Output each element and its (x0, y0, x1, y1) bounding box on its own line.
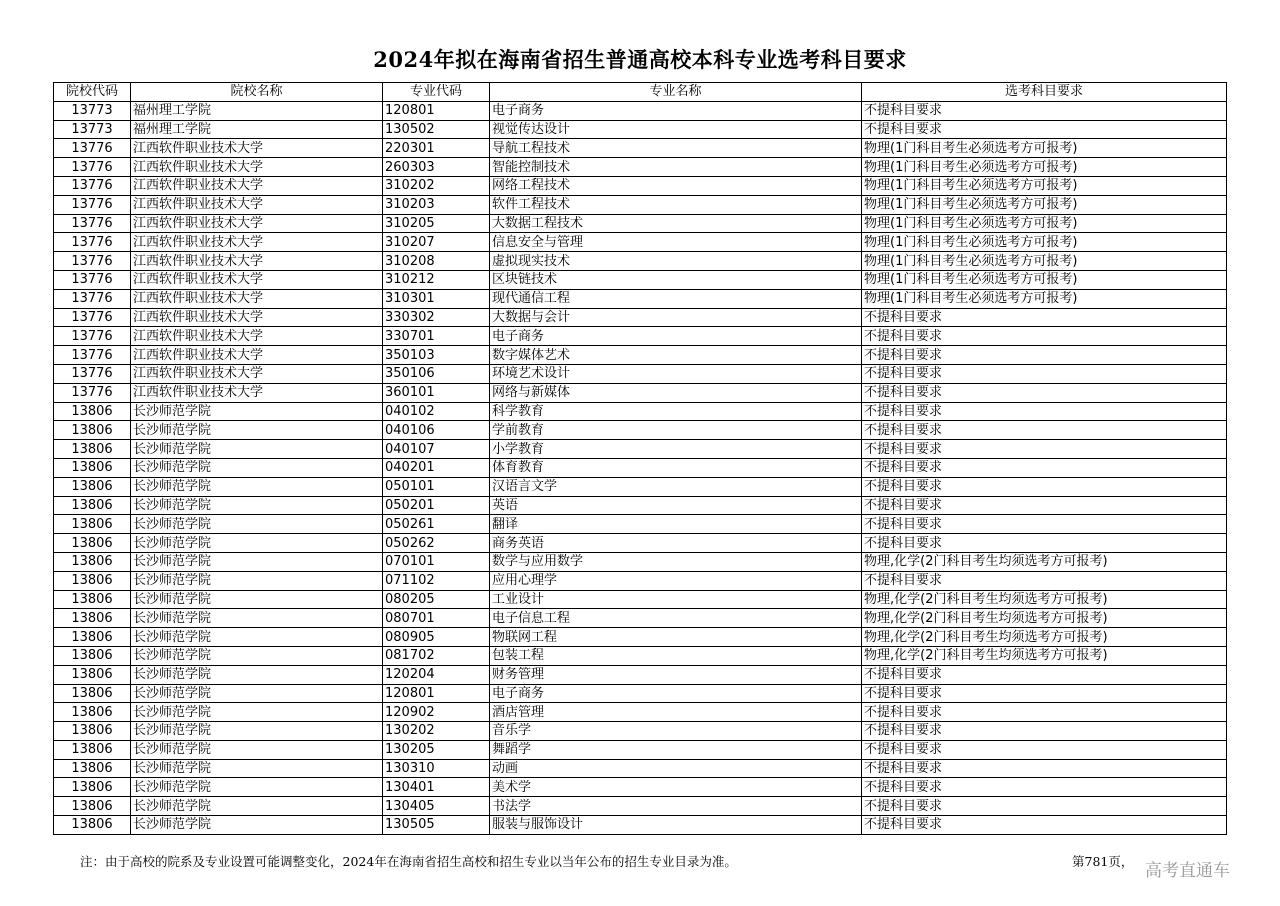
cell-school-code: 13776 (54, 176, 131, 195)
cell-school-name: 江西软件职业技术大学 (131, 270, 383, 289)
cell-major-code: 130505 (383, 816, 490, 835)
cell-major-code: 120801 (383, 684, 490, 703)
cell-school-name: 长沙师范学院 (131, 458, 383, 477)
cell-school-name: 江西软件职业技术大学 (131, 158, 383, 177)
header-school-code: 院校代码 (54, 83, 131, 102)
cell-school-name: 长沙师范学院 (131, 477, 383, 496)
cell-school-name: 长沙师范学院 (131, 759, 383, 778)
cell-subject-requirement: 物理,化学(2门科目考生均须选考方可报考) (862, 609, 1227, 628)
cell-school-name: 长沙师范学院 (131, 515, 383, 534)
cell-major-code: 310301 (383, 289, 490, 308)
cell-major-code: 081702 (383, 646, 490, 665)
cell-school-code: 13806 (54, 571, 131, 590)
cell-major-name: 工业设计 (490, 590, 862, 609)
cell-major-code: 050261 (383, 515, 490, 534)
cell-school-code: 13806 (54, 797, 131, 816)
cell-school-code: 13806 (54, 628, 131, 647)
cell-major-code: 071102 (383, 571, 490, 590)
cell-school-code: 13806 (54, 496, 131, 515)
page-number: 第781页， (1072, 854, 1134, 869)
cell-school-name: 长沙师范学院 (131, 797, 383, 816)
table-header-row (54, 83, 1227, 102)
cell-major-name: 书法学 (490, 797, 862, 816)
table-row (54, 327, 1227, 346)
cell-subject-requirement: 不提科目要求 (862, 515, 1227, 534)
table-row (54, 383, 1227, 402)
cell-subject-requirement: 不提科目要求 (862, 703, 1227, 722)
cell-subject-requirement: 物理(1门科目考生必须选考方可报考) (862, 214, 1227, 233)
cell-subject-requirement: 物理,化学(2门科目考生均须选考方可报考) (862, 552, 1227, 571)
table-row (54, 778, 1227, 797)
cell-subject-requirement: 物理(1门科目考生必须选考方可报考) (862, 270, 1227, 289)
cell-major-name: 音乐学 (490, 722, 862, 741)
cell-school-name: 长沙师范学院 (131, 665, 383, 684)
cell-subject-requirement: 不提科目要求 (862, 458, 1227, 477)
cell-school-code: 13806 (54, 778, 131, 797)
document-title: 2024年拟在海南省招生普通高校本科专业选考科目要求 (373, 47, 907, 72)
cell-major-name: 虚拟现实技术 (490, 252, 862, 271)
cell-major-code: 310207 (383, 233, 490, 252)
cell-major-name: 翻译 (490, 515, 862, 534)
table-row (54, 440, 1227, 459)
cell-major-code: 040201 (383, 458, 490, 477)
cell-school-name: 长沙师范学院 (131, 552, 383, 571)
cell-major-name: 汉语言文学 (490, 477, 862, 496)
cell-subject-requirement: 不提科目要求 (862, 327, 1227, 346)
table-row (54, 346, 1227, 365)
table-row (54, 214, 1227, 233)
cell-school-name: 福州理工学院 (131, 120, 383, 139)
cell-school-name: 长沙师范学院 (131, 571, 383, 590)
cell-major-code: 130401 (383, 778, 490, 797)
table-row (54, 402, 1227, 421)
table-row (54, 552, 1227, 571)
cell-major-name: 舞蹈学 (490, 740, 862, 759)
cell-school-code: 13776 (54, 383, 131, 402)
cell-school-name: 江西软件职业技术大学 (131, 327, 383, 346)
cell-school-code: 13773 (54, 120, 131, 139)
cell-major-code: 310203 (383, 195, 490, 214)
cell-subject-requirement: 不提科目要求 (862, 722, 1227, 741)
table-row (54, 496, 1227, 515)
cell-major-code: 050262 (383, 534, 490, 553)
cell-school-name: 长沙师范学院 (131, 703, 383, 722)
cell-school-name: 江西软件职业技术大学 (131, 195, 383, 214)
table-row (54, 628, 1227, 647)
table-row (54, 364, 1227, 383)
table-row (54, 703, 1227, 722)
cell-major-code: 050101 (383, 477, 490, 496)
table-row (54, 158, 1227, 177)
table-row (54, 195, 1227, 214)
cell-school-name: 长沙师范学院 (131, 421, 383, 440)
cell-subject-requirement: 物理(1门科目考生必须选考方可报考) (862, 158, 1227, 177)
cell-subject-requirement: 不提科目要求 (862, 364, 1227, 383)
cell-school-code: 13773 (54, 101, 131, 120)
cell-major-name: 酒店管理 (490, 703, 862, 722)
cell-school-name: 长沙师范学院 (131, 496, 383, 515)
cell-school-code: 13806 (54, 590, 131, 609)
cell-major-code: 350103 (383, 346, 490, 365)
cell-school-name: 长沙师范学院 (131, 534, 383, 553)
table-row (54, 534, 1227, 553)
cell-major-code: 080701 (383, 609, 490, 628)
cell-school-code: 13776 (54, 195, 131, 214)
table-body (54, 101, 1227, 834)
cell-school-name: 长沙师范学院 (131, 816, 383, 835)
table-row (54, 740, 1227, 759)
cell-major-name: 网络与新媒体 (490, 383, 862, 402)
cell-school-name: 江西软件职业技术大学 (131, 176, 383, 195)
cell-subject-requirement: 不提科目要求 (862, 759, 1227, 778)
cell-major-code: 130202 (383, 722, 490, 741)
cell-major-code: 310202 (383, 176, 490, 195)
cell-major-name: 电子商务 (490, 327, 862, 346)
cell-subject-requirement: 物理(1门科目考生必须选考方可报考) (862, 252, 1227, 271)
cell-school-name: 长沙师范学院 (131, 609, 383, 628)
cell-school-name: 江西软件职业技术大学 (131, 252, 383, 271)
cell-major-name: 电子信息工程 (490, 609, 862, 628)
cell-major-name: 数字媒体艺术 (490, 346, 862, 365)
cell-major-name: 小学教育 (490, 440, 862, 459)
table-row (54, 571, 1227, 590)
cell-major-name: 视觉传达设计 (490, 120, 862, 139)
cell-subject-requirement: 物理(1门科目考生必须选考方可报考) (862, 176, 1227, 195)
table-row (54, 458, 1227, 477)
cell-school-code: 13806 (54, 609, 131, 628)
table-row (54, 233, 1227, 252)
cell-school-name: 江西软件职业技术大学 (131, 364, 383, 383)
watermark-logo: 高考直通车 (1145, 861, 1230, 881)
cell-school-name: 江西软件职业技术大学 (131, 308, 383, 327)
cell-school-name: 长沙师范学院 (131, 590, 383, 609)
cell-subject-requirement: 不提科目要求 (862, 740, 1227, 759)
cell-subject-requirement: 不提科目要求 (862, 383, 1227, 402)
cell-major-code: 080905 (383, 628, 490, 647)
cell-major-code: 130205 (383, 740, 490, 759)
cell-major-name: 服装与服饰设计 (490, 816, 862, 835)
cell-school-name: 长沙师范学院 (131, 740, 383, 759)
cell-major-name: 区块链技术 (490, 270, 862, 289)
cell-subject-requirement: 物理(1门科目考生必须选考方可报考) (862, 195, 1227, 214)
header-school-name: 院校名称 (131, 83, 383, 102)
table-row (54, 515, 1227, 534)
cell-school-code: 13806 (54, 722, 131, 741)
cell-subject-requirement: 物理(1门科目考生必须选考方可报考) (862, 139, 1227, 158)
table-row (54, 722, 1227, 741)
cell-subject-requirement: 物理,化学(2门科目考生均须选考方可报考) (862, 646, 1227, 665)
cell-school-code: 13776 (54, 327, 131, 346)
cell-major-code: 310208 (383, 252, 490, 271)
cell-school-name: 长沙师范学院 (131, 722, 383, 741)
cell-major-name: 软件工程技术 (490, 195, 862, 214)
cell-major-code: 040107 (383, 440, 490, 459)
cell-subject-requirement: 不提科目要求 (862, 571, 1227, 590)
cell-subject-requirement: 物理(1门科目考生必须选考方可报考) (862, 233, 1227, 252)
cell-subject-requirement: 不提科目要求 (862, 534, 1227, 553)
table-row (54, 684, 1227, 703)
cell-school-code: 13776 (54, 364, 131, 383)
cell-major-name: 信息安全与管理 (490, 233, 862, 252)
cell-school-code: 13776 (54, 233, 131, 252)
cell-major-code: 260303 (383, 158, 490, 177)
cell-school-code: 13776 (54, 270, 131, 289)
cell-major-code: 330701 (383, 327, 490, 346)
cell-major-name: 美术学 (490, 778, 862, 797)
cell-major-name: 物联网工程 (490, 628, 862, 647)
cell-school-code: 13806 (54, 421, 131, 440)
cell-major-code: 130310 (383, 759, 490, 778)
cell-subject-requirement: 不提科目要求 (862, 440, 1227, 459)
cell-subject-requirement: 不提科目要求 (862, 816, 1227, 835)
table-row (54, 759, 1227, 778)
cell-major-code: 350106 (383, 364, 490, 383)
cell-school-code: 13806 (54, 740, 131, 759)
cell-major-name: 商务英语 (490, 534, 862, 553)
cell-major-code: 120801 (383, 101, 490, 120)
cell-school-name: 长沙师范学院 (131, 684, 383, 703)
cell-school-code: 13776 (54, 289, 131, 308)
cell-subject-requirement: 不提科目要求 (862, 308, 1227, 327)
cell-major-name: 网络工程技术 (490, 176, 862, 195)
cell-major-name: 导航工程技术 (490, 139, 862, 158)
cell-major-code: 050201 (383, 496, 490, 515)
cell-school-name: 长沙师范学院 (131, 646, 383, 665)
table-row (54, 646, 1227, 665)
cell-school-name: 江西软件职业技术大学 (131, 214, 383, 233)
cell-major-code: 080205 (383, 590, 490, 609)
cell-major-code: 360101 (383, 383, 490, 402)
cell-major-code: 120204 (383, 665, 490, 684)
cell-subject-requirement: 物理,化学(2门科目考生均须选考方可报考) (862, 628, 1227, 647)
cell-major-name: 应用心理学 (490, 571, 862, 590)
cell-school-name: 长沙师范学院 (131, 440, 383, 459)
cell-subject-requirement: 不提科目要求 (862, 496, 1227, 515)
table-row (54, 477, 1227, 496)
header-major-code: 专业代码 (383, 83, 490, 102)
cell-major-name: 环境艺术设计 (490, 364, 862, 383)
table-row (54, 797, 1227, 816)
cell-subject-requirement: 不提科目要求 (862, 797, 1227, 816)
cell-school-code: 13806 (54, 759, 131, 778)
cell-major-name: 动画 (490, 759, 862, 778)
cell-school-code: 13806 (54, 440, 131, 459)
cell-major-code: 220301 (383, 139, 490, 158)
cell-major-name: 大数据与会计 (490, 308, 862, 327)
table-row (54, 252, 1227, 271)
table-row (54, 270, 1227, 289)
cell-school-name: 江西软件职业技术大学 (131, 139, 383, 158)
cell-major-code: 040106 (383, 421, 490, 440)
cell-school-code: 13806 (54, 402, 131, 421)
cell-school-name: 江西软件职业技术大学 (131, 289, 383, 308)
cell-school-code: 13806 (54, 515, 131, 534)
cell-school-code: 13806 (54, 703, 131, 722)
cell-school-code: 13776 (54, 252, 131, 271)
cell-major-code: 130502 (383, 120, 490, 139)
cell-school-code: 13806 (54, 646, 131, 665)
cell-subject-requirement: 物理,化学(2门科目考生均须选考方可报考) (862, 590, 1227, 609)
table-row (54, 139, 1227, 158)
cell-major-name: 包装工程 (490, 646, 862, 665)
table-row (54, 421, 1227, 440)
header-subject-requirement: 选考科目要求 (862, 83, 1227, 102)
cell-school-code: 13776 (54, 214, 131, 233)
table-row (54, 665, 1227, 684)
cell-school-name: 福州理工学院 (131, 101, 383, 120)
cell-school-name: 江西软件职业技术大学 (131, 383, 383, 402)
cell-school-name: 长沙师范学院 (131, 628, 383, 647)
cell-major-code: 040102 (383, 402, 490, 421)
cell-subject-requirement: 不提科目要求 (862, 101, 1227, 120)
cell-major-code: 310205 (383, 214, 490, 233)
cell-school-name: 长沙师范学院 (131, 402, 383, 421)
cell-major-name: 学前教育 (490, 421, 862, 440)
table-row (54, 289, 1227, 308)
table-row (54, 120, 1227, 139)
cell-subject-requirement: 不提科目要求 (862, 778, 1227, 797)
requirements-table (53, 82, 1227, 835)
cell-subject-requirement: 不提科目要求 (862, 402, 1227, 421)
header-major-name: 专业名称 (490, 83, 862, 102)
cell-major-name: 大数据工程技术 (490, 214, 862, 233)
cell-major-name: 电子商务 (490, 101, 862, 120)
cell-school-code: 13806 (54, 534, 131, 553)
cell-school-code: 13776 (54, 158, 131, 177)
cell-subject-requirement: 不提科目要求 (862, 120, 1227, 139)
cell-school-name: 江西软件职业技术大学 (131, 346, 383, 365)
cell-subject-requirement: 物理(1门科目考生必须选考方可报考) (862, 289, 1227, 308)
cell-major-name: 数学与应用数学 (490, 552, 862, 571)
cell-major-name: 英语 (490, 496, 862, 515)
table-row (54, 101, 1227, 120)
cell-school-name: 长沙师范学院 (131, 778, 383, 797)
cell-school-code: 13806 (54, 684, 131, 703)
cell-major-name: 财务管理 (490, 665, 862, 684)
cell-major-name: 智能控制技术 (490, 158, 862, 177)
cell-major-name: 科学教育 (490, 402, 862, 421)
cell-major-code: 120902 (383, 703, 490, 722)
cell-major-code: 330302 (383, 308, 490, 327)
cell-school-code: 13776 (54, 346, 131, 365)
cell-major-code: 130405 (383, 797, 490, 816)
cell-school-code: 13806 (54, 458, 131, 477)
cell-subject-requirement: 不提科目要求 (862, 665, 1227, 684)
table-row (54, 176, 1227, 195)
cell-subject-requirement: 不提科目要求 (862, 684, 1227, 703)
footer-note: 注：由于高校的院系及专业设置可能调整变化，2024年在海南省招生高校和招生专业以当年公布的招生专业目录为准。 (80, 854, 737, 869)
table-row (54, 816, 1227, 835)
cell-major-name: 电子商务 (490, 684, 862, 703)
cell-subject-requirement: 不提科目要求 (862, 421, 1227, 440)
cell-major-name: 现代通信工程 (490, 289, 862, 308)
cell-major-name: 体育教育 (490, 458, 862, 477)
cell-school-code: 13776 (54, 308, 131, 327)
cell-subject-requirement: 不提科目要求 (862, 477, 1227, 496)
cell-major-code: 070101 (383, 552, 490, 571)
cell-school-code: 13776 (54, 139, 131, 158)
cell-school-code: 13806 (54, 816, 131, 835)
cell-school-code: 13806 (54, 552, 131, 571)
cell-major-code: 310212 (383, 270, 490, 289)
table-row (54, 609, 1227, 628)
table-row (54, 590, 1227, 609)
cell-subject-requirement: 不提科目要求 (862, 346, 1227, 365)
cell-school-code: 13806 (54, 665, 131, 684)
table-row (54, 308, 1227, 327)
cell-school-name: 江西软件职业技术大学 (131, 233, 383, 252)
cell-school-code: 13806 (54, 477, 131, 496)
